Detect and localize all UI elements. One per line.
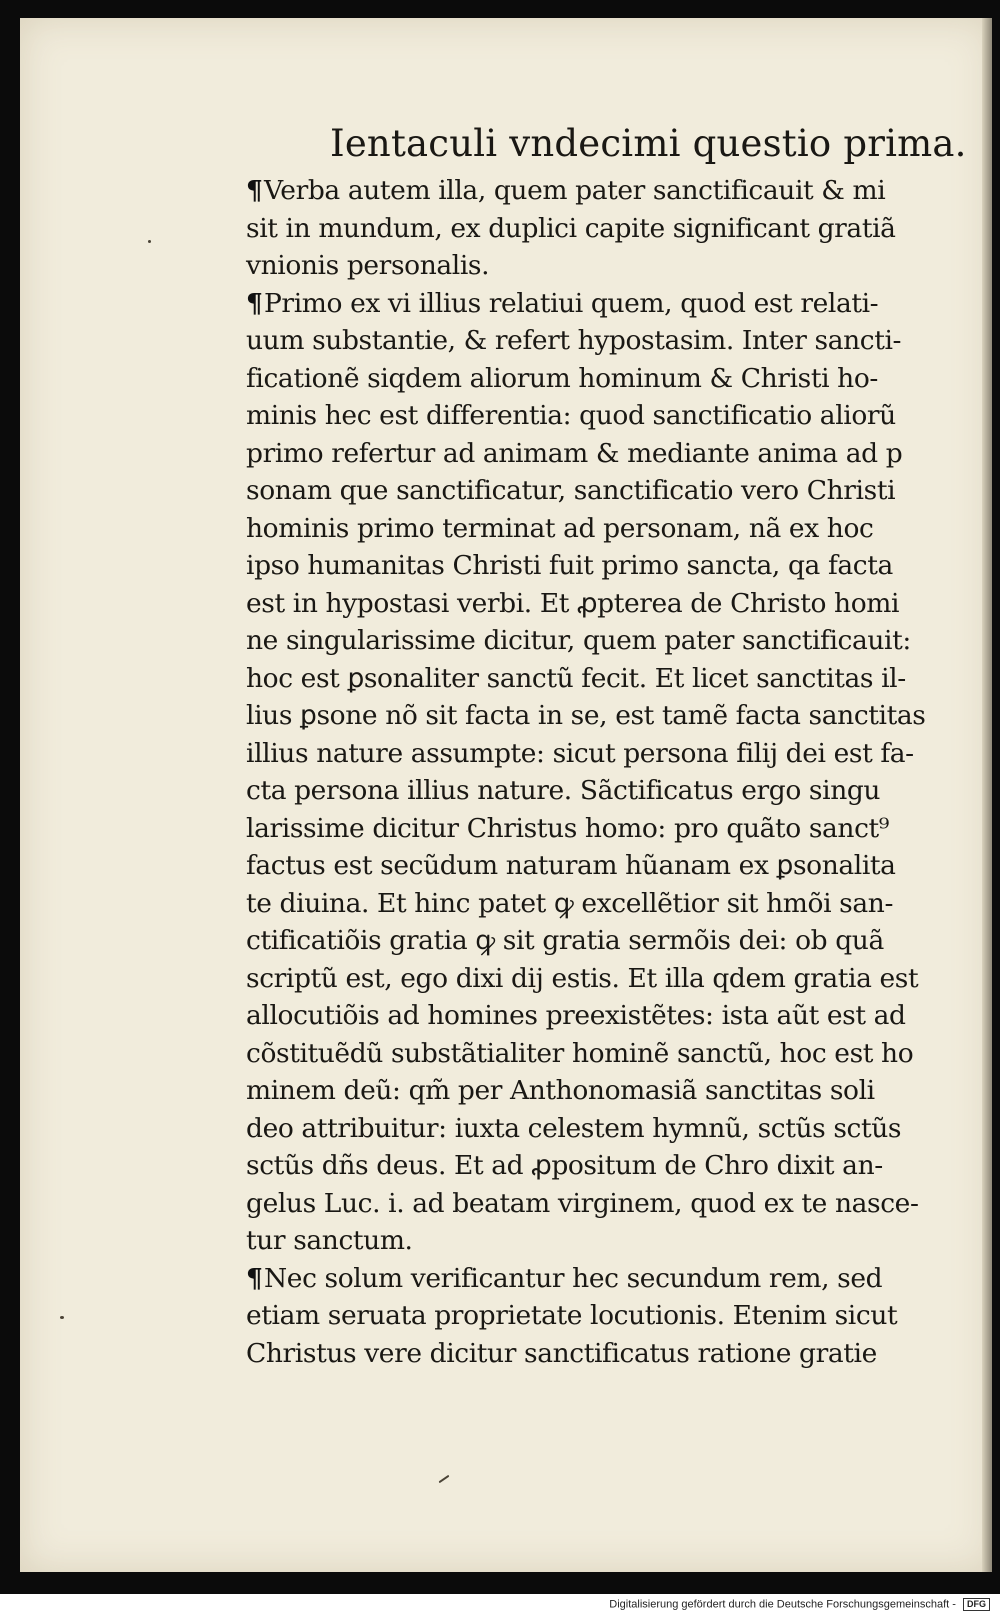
- text-line: [246, 285, 968, 323]
- text-lines: [246, 172, 968, 1372]
- text-line: [246, 960, 968, 998]
- text-line-content: Primo ex vi illius relatiui quem, quod est relati-: [264, 287, 879, 319]
- text-line: [246, 435, 968, 473]
- text-line: [246, 1297, 968, 1335]
- text-line: [246, 322, 968, 360]
- text-line: [246, 547, 968, 585]
- pilcrow-mark: ¶: [246, 175, 263, 206]
- text-line-content: hoc est ꝑsonaliter sanctũ fecit. Et licet sanctitas il-: [246, 662, 906, 694]
- text-line: [246, 1335, 968, 1373]
- text-line-content: est in hypostasi verbi. Et ꝓpterea de Christo homi: [246, 587, 900, 619]
- text-line-content: ctificatiõis gratia ꝙ sit gratia sermõis dei: ob quã: [246, 925, 884, 956]
- text-line: [246, 210, 968, 248]
- text-line: [246, 1072, 968, 1110]
- text-line: [246, 885, 968, 923]
- text-line-content: minem deũ: qm̃ per Anthonomasiã sanctitas soli: [246, 1075, 875, 1106]
- text-line-content: Nec solum verificantur hec secundum rem, sed: [264, 1262, 883, 1294]
- text-line-content: Verba autem illa, quem pater sanctificauit & mi: [264, 175, 886, 206]
- text-line-content: ne singularissime dicitur, quem pater sanctificauit:: [246, 625, 911, 656]
- book-page: [20, 18, 992, 1572]
- text-line-content: lius ꝑsone nõ sit facta in se, est tamẽ facta sanctitas: [246, 700, 926, 731]
- footer-credit-text: Digitalisierung gefördert durch die Deutsche Forschungsgemeinschaft -: [609, 1598, 956, 1611]
- text-line: [246, 1185, 968, 1223]
- text-line-content: ipso humanitas Christi fuit primo sancta, qa facta: [246, 550, 893, 581]
- text-line: [246, 510, 968, 548]
- text-line-content: primo refertur ad animam & mediante anima ad p: [246, 437, 903, 469]
- text-line-content: hominis primo terminat ad personam, nã ex hoc: [246, 512, 874, 544]
- dfg-logo: DFG: [963, 1598, 990, 1611]
- text-line-content: uum substantie, & refert hypostasim. Inter sancti-: [246, 325, 902, 356]
- text-line-content: larissime dicitur Christus homo: pro quãto sanct⁹: [246, 812, 890, 844]
- text-line-content: tur sanctum.: [246, 1225, 413, 1256]
- text-line: [246, 772, 968, 810]
- text-line-content: illius nature assumpte: sicut persona filij dei est fa-: [246, 737, 914, 769]
- text-line-content: cõstituẽdũ substãtialiter hominẽ sanctũ, hoc est ho: [246, 1037, 914, 1069]
- text-line-content: sctũs dñs deus. Et ad ꝓpositum de Chro dixit an-: [246, 1150, 883, 1181]
- text-line-content: sit in mundum, ex duplici capite significant gratiã: [246, 212, 896, 244]
- text-line: [246, 735, 968, 773]
- footer-credit: [609, 1598, 990, 1611]
- text-line: [246, 922, 968, 960]
- text-line-content: minis hec est differentia: quod sanctificatio aliorũ: [246, 400, 896, 431]
- text-line-content: deo attribuitur: iuxta celestem hymnũ, sctũs sctũs: [246, 1112, 902, 1144]
- page-edge: [982, 18, 992, 1572]
- text-line: [246, 585, 968, 623]
- text-line: [246, 360, 968, 398]
- text-line-content: scriptũ est, ego dixi dij estis. Et illa qdem gratia est: [246, 962, 919, 994]
- text-line: [246, 1035, 968, 1073]
- text-line-content: te diuina. Et hinc patet ꝙ excellẽtior sit hmõi san-: [246, 887, 894, 919]
- text-line: [246, 1260, 968, 1298]
- text-line: [246, 622, 968, 660]
- text-line: [246, 847, 968, 885]
- text-line-content: Christus vere dicitur sanctificatus ratione gratie: [246, 1337, 877, 1369]
- text-line-content: vnionis personalis.: [246, 250, 490, 281]
- text-line-content: allocutiõis ad homines preexistẽtes: ista aũt est ad: [246, 1000, 906, 1031]
- text-line: [246, 472, 968, 510]
- text-line: [246, 997, 968, 1035]
- text-line: [246, 172, 968, 210]
- text-block: [246, 116, 968, 1372]
- text-line-content: cta persona illius nature. Sãctificatus ergo singu: [246, 775, 881, 806]
- pilcrow-mark: ¶: [246, 287, 263, 319]
- paper-speck: [148, 240, 151, 243]
- pilcrow-mark: ¶: [246, 1262, 263, 1294]
- text-line-content: factus est secũdum naturam hũanam ex ꝑsonalita: [246, 850, 896, 881]
- page-heading: Ientaculi vndecimi questio prima.: [330, 122, 967, 165]
- text-line: [246, 697, 968, 735]
- text-line: [246, 1147, 968, 1185]
- text-line: [246, 397, 968, 435]
- text-line: [246, 247, 968, 285]
- text-line: [246, 810, 968, 848]
- text-line: [246, 660, 968, 698]
- paper-speck: [60, 1316, 64, 1319]
- text-line: [246, 1222, 968, 1260]
- text-line-content: ficationẽ siqdem aliorum hominum & Christi ho-: [246, 362, 878, 394]
- text-line-content: gelus Luc. i. ad beatam virginem, quod ex te nasce-: [246, 1187, 919, 1219]
- text-line: [246, 1110, 968, 1148]
- text-line-content: etiam seruata proprietate locutionis. Etenim sicut: [246, 1300, 898, 1331]
- paper-speck: [439, 1475, 450, 1484]
- text-line-content: sonam que sanctificatur, sanctificatio vero Christi: [246, 475, 896, 506]
